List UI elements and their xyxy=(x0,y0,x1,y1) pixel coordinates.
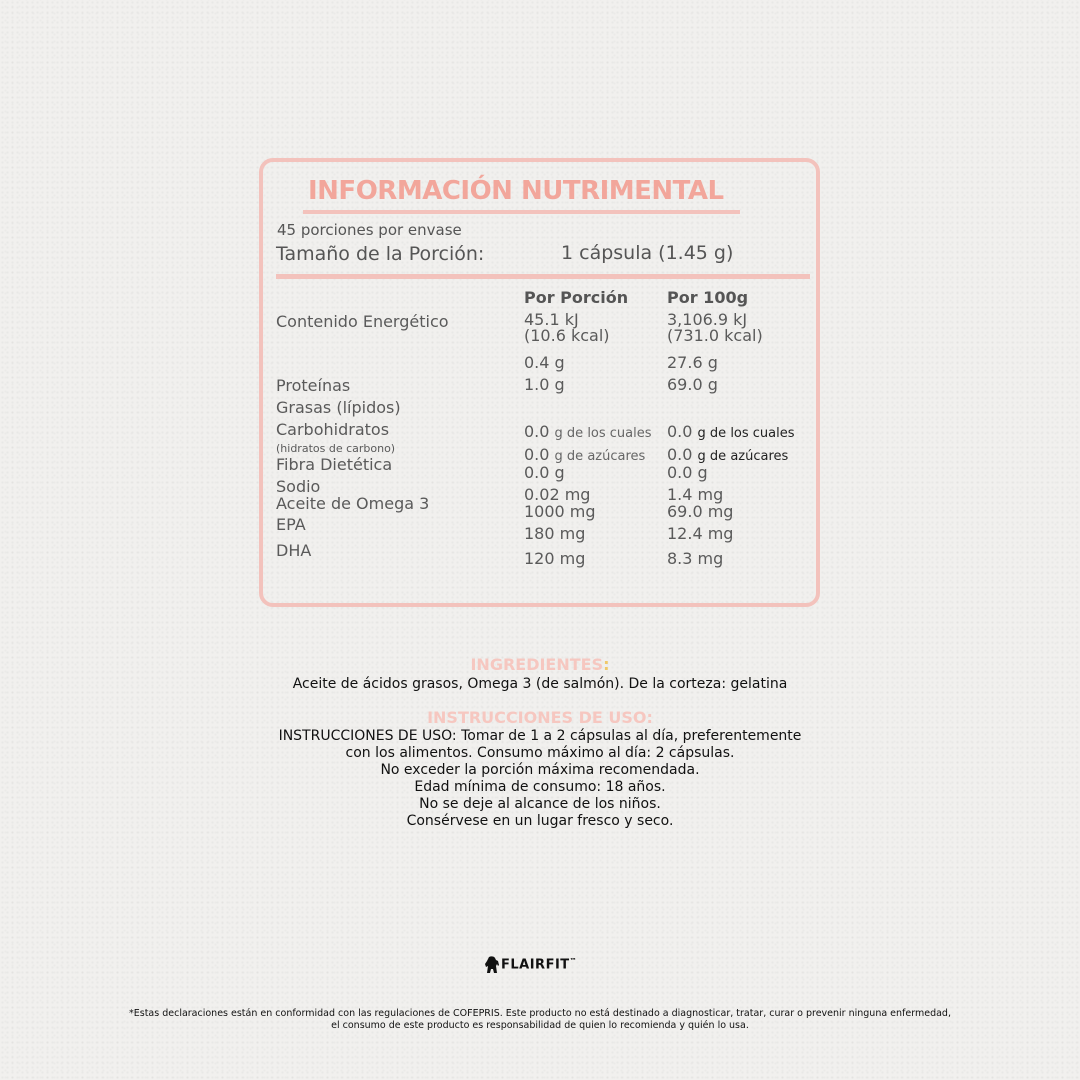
p100-energy-kcal: (731.0 kcal) xyxy=(667,326,763,345)
ps-of-which-text: g de los cuales xyxy=(554,426,652,441)
p100-sugars-value: 0.0 xyxy=(667,445,693,464)
instructions-line-5: No se deje al alcance de los niños. xyxy=(419,796,661,812)
ps-fiber: 0.0 g xyxy=(524,463,565,482)
p100-value-2: 69.0 g xyxy=(667,375,718,394)
col-per-serving: Por Porción xyxy=(524,288,629,307)
p100-sugars xyxy=(667,445,788,464)
ingredients-heading xyxy=(0,655,1080,674)
ingredients-text: Aceite de ácidos grasos, Omega 3 (de salmón). De la corteza: gelatina xyxy=(292,676,788,692)
ingredients-heading-text: INGREDIENTES xyxy=(470,655,604,674)
gorilla-icon xyxy=(484,956,500,974)
serving-size-value: 1 cápsula (1.45 g) xyxy=(561,242,734,264)
label-carbs-sub: (hidratos de carbono) xyxy=(276,442,396,455)
ps-sodium: 0.02 mg xyxy=(524,485,591,504)
label-dha: DHA xyxy=(276,541,312,560)
ps-of-which-value: 0.0 xyxy=(524,422,550,441)
label-omega3: Aceite de Omega 3 xyxy=(276,494,430,513)
label-fiber: Fibra Dietética xyxy=(276,455,393,474)
title-divider xyxy=(303,210,740,214)
p100-of-which-text: g de los cuales xyxy=(697,426,795,441)
ps-energy-kcal: (10.6 kcal) xyxy=(524,326,610,345)
ps-sugars xyxy=(524,445,645,464)
label-epa: EPA xyxy=(276,515,306,534)
p100-energy-kj: 3,106.9 kJ xyxy=(667,310,748,329)
ps-epa: 180 mg xyxy=(524,524,586,543)
disclaimer-line-2: el consumo de este producto es responsabilidad de quien lo recomienda y quién lo usa. xyxy=(331,1020,749,1031)
brand-trademark: ™ xyxy=(569,957,578,966)
instructions-line-1: INSTRUCCIONES DE USO: Tomar de 1 a 2 cápsulas al día, preferentemente xyxy=(278,728,802,744)
ingredients-colon: : xyxy=(603,655,610,674)
servings-per-container: 45 porciones por envase xyxy=(277,221,462,239)
label-protein: Proteínas xyxy=(276,376,351,395)
instructions-line-2: con los alimentos. Consumo máximo al día: 2 cápsulas. xyxy=(345,745,735,761)
instructions-line-4: Edad mínima de consumo: 18 años. xyxy=(414,779,666,795)
label-fat: Grasas (lípidos) xyxy=(276,398,401,417)
ps-value-2: 1.0 g xyxy=(524,375,565,394)
ps-dha: 120 mg xyxy=(524,549,586,568)
serving-size-label: Tamaño de la Porción: xyxy=(276,243,485,265)
ps-sugars-value: 0.0 xyxy=(524,445,550,464)
p100-of-which xyxy=(667,422,795,441)
instructions-line-3: No exceder la porción máxima recomendada. xyxy=(380,762,700,778)
header-divider xyxy=(276,274,810,279)
label-energy: Contenido Energético xyxy=(276,312,449,331)
instructions-line-6: Consérvese en un lugar fresco y seco. xyxy=(406,813,674,829)
brand-logo xyxy=(484,956,577,974)
p100-dha: 8.3 mg xyxy=(667,549,724,568)
ps-omega3: 1000 mg xyxy=(524,502,596,521)
p100-sugars-text: g de azúcares xyxy=(697,449,789,464)
brand-name-part2: FIT xyxy=(545,957,570,973)
ps-of-which xyxy=(524,422,652,441)
label-carbs: Carbohidratos xyxy=(276,420,390,439)
instructions-heading: INSTRUCCIONES DE USO: xyxy=(427,708,653,727)
p100-fiber: 0.0 g xyxy=(667,463,708,482)
ps-sugars-text: g de azúcares xyxy=(554,449,646,464)
ps-energy-kj: 45.1 kJ xyxy=(524,310,579,329)
panel-title: INFORMACIÓN NUTRIMENTAL xyxy=(308,176,724,206)
p100-epa: 12.4 mg xyxy=(667,524,734,543)
label-sodium: Sodio xyxy=(276,477,321,496)
brand-name-part1: FLAIR xyxy=(501,957,546,973)
p100-of-which-value: 0.0 xyxy=(667,422,693,441)
p100-value-1: 27.6 g xyxy=(667,353,718,372)
ps-value-1: 0.4 g xyxy=(524,353,565,372)
disclaimer-line-1: *Estas declaraciones están en conformidad con las regulaciones de COFEPRIS. Este producto no está destinado a diagnosticar, tratar, curar o prevenir ninguna enfermedad, xyxy=(129,1008,951,1019)
col-per-100g: Por 100g xyxy=(667,288,749,307)
p100-sodium: 1.4 mg xyxy=(667,485,724,504)
p100-omega3: 69.0 mg xyxy=(667,502,734,521)
